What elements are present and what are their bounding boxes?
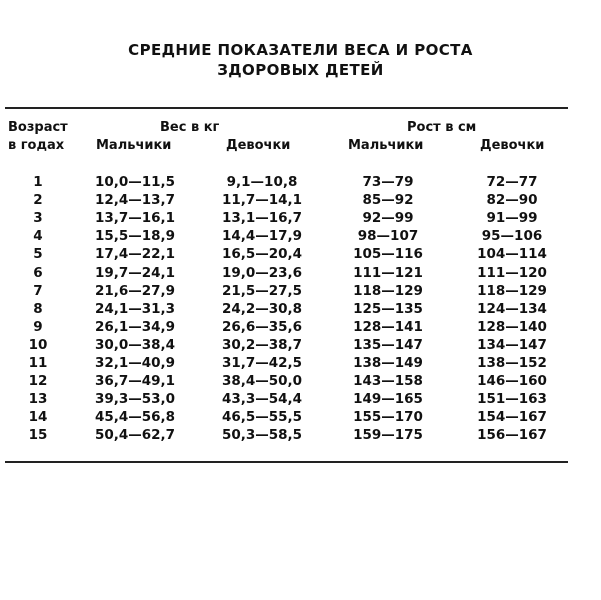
- table-row: [0, 337, 601, 354]
- table-row: [0, 391, 601, 408]
- table-title-line-2: ЗДОРОВЫХ ДЕТЕЙ: [217, 61, 384, 79]
- cell-height-boys: 135—147: [353, 336, 423, 353]
- cell-age: 8: [33, 300, 43, 317]
- cell-height-boys: 128—141: [353, 318, 423, 335]
- cell-age: 2: [33, 192, 43, 209]
- table-row: [0, 246, 601, 263]
- cell-weight-girls: 46,5—55,5: [221, 409, 303, 426]
- cell-weight-boys: 32,1—40,9: [94, 355, 176, 371]
- cell-weight-girls: 38,4—50,0: [221, 373, 303, 390]
- cell-height-girls: 134—147: [477, 336, 547, 353]
- cell-weight-boys: 17,4—22,1: [94, 246, 176, 263]
- cell-weight-boys: 30,0—38,4: [94, 336, 176, 353]
- cell-age: 11: [28, 355, 48, 371]
- cell-age: 7: [33, 282, 43, 299]
- cell-weight-boys: 24,1—31,3: [94, 300, 176, 317]
- cell-weight-girls: 16,5—20,4: [221, 246, 303, 263]
- table-row: [0, 319, 601, 336]
- cell-weight-boys: 13,7—16,1: [94, 210, 176, 227]
- header-weight-girls: Девочки: [226, 138, 291, 153]
- table-row: [0, 409, 601, 426]
- cell-weight-boys: 15,5—18,9: [94, 228, 176, 245]
- cell-age: 14: [28, 409, 48, 426]
- cell-weight-girls: 19,0—23,6: [221, 264, 303, 281]
- cell-height-girls: 151—163: [477, 391, 547, 408]
- header-weight-boys: Мальчики: [96, 138, 172, 153]
- table-row: [0, 192, 601, 209]
- cell-height-boys: 159—175: [353, 427, 423, 444]
- table-row: [0, 283, 601, 300]
- table-row: [0, 355, 601, 372]
- table-rule-bottom: [5, 461, 568, 463]
- cell-weight-girls: 50,3—58,5: [221, 427, 303, 444]
- cell-height-boys: 143—158: [353, 373, 423, 390]
- cell-height-girls: 95—106: [481, 228, 543, 245]
- table-row: [0, 210, 601, 227]
- cell-age: 10: [28, 336, 48, 353]
- cell-weight-boys: 36,7—49,1: [94, 373, 176, 390]
- header-height-girls: Девочки: [480, 138, 545, 153]
- cell-age: 13: [28, 391, 48, 408]
- cell-weight-girls: 21,5—27,5: [221, 282, 303, 299]
- cell-height-girls: 156—167: [477, 427, 547, 444]
- table-title-line-1: СРЕДНИЕ ПОКАЗАТЕЛИ ВЕСА И РОСТА: [128, 41, 473, 59]
- cell-age: 5: [33, 246, 43, 263]
- cell-age: 15: [28, 427, 48, 444]
- cell-age: 3: [33, 210, 43, 227]
- cell-height-boys: 98—107: [357, 228, 419, 245]
- table-row: [0, 228, 601, 245]
- header-weight-group: Вес в кг: [160, 120, 220, 135]
- cell-height-girls: 72—77: [486, 174, 538, 190]
- cell-weight-boys: 39,3—53,0: [94, 391, 176, 408]
- cell-weight-boys: 12,4—13,7: [94, 192, 176, 209]
- table-row: [0, 174, 601, 191]
- cell-weight-boys: 45,4—56,8: [94, 409, 176, 426]
- table-row: [0, 301, 601, 318]
- cell-height-girls: 91—99: [486, 210, 538, 227]
- cell-weight-boys: 21,6—27,9: [94, 282, 176, 299]
- cell-height-girls: 154—167: [477, 409, 547, 426]
- cell-height-boys: 155—170: [353, 409, 423, 426]
- cell-weight-boys: 50,4—62,7: [94, 427, 176, 444]
- table-row: [0, 373, 601, 390]
- cell-weight-boys: 10,0—11,5: [94, 174, 176, 190]
- cell-height-boys: 105—116: [353, 246, 423, 263]
- table-row: [0, 427, 601, 444]
- cell-height-boys: 111—121: [353, 264, 423, 281]
- header-age-line-1: Возраст: [8, 120, 68, 135]
- cell-height-boys: 125—135: [353, 300, 423, 317]
- cell-height-girls: 118—129: [477, 282, 547, 299]
- table-row: [0, 265, 601, 282]
- cell-height-boys: 149—165: [353, 391, 423, 408]
- cell-height-girls: 111—120: [477, 264, 547, 281]
- cell-weight-girls: 24,2—30,8: [221, 300, 303, 317]
- cell-height-boys: 118—129: [353, 282, 423, 299]
- cell-weight-girls: 26,6—35,6: [221, 318, 303, 335]
- cell-age: 9: [33, 318, 43, 335]
- cell-weight-girls: 30,2—38,7: [221, 336, 303, 353]
- cell-height-boys: 85—92: [362, 192, 414, 209]
- cell-weight-girls: 13,1—16,7: [221, 210, 303, 227]
- cell-height-girls: 104—114: [477, 246, 547, 263]
- cell-height-girls: 146—160: [477, 373, 547, 390]
- cell-height-boys: 92—99: [362, 210, 414, 227]
- cell-weight-girls: 14,4—17,9: [221, 228, 303, 245]
- cell-age: 1: [33, 174, 43, 190]
- cell-weight-boys: 26,1—34,9: [94, 318, 176, 335]
- cell-height-girls: 124—134: [477, 300, 547, 317]
- cell-age: 6: [33, 264, 43, 281]
- cell-height-girls: 138—152: [477, 355, 547, 371]
- cell-weight-girls: 31,7—42,5: [221, 355, 303, 371]
- header-rule-top: [5, 107, 568, 109]
- cell-height-girls: 82—90: [486, 192, 538, 209]
- cell-weight-girls: 43,3—54,4: [221, 391, 303, 408]
- cell-weight-girls: 9,1—10,8: [226, 174, 298, 190]
- header-height-boys: Мальчики: [348, 138, 424, 153]
- cell-weight-girls: 11,7—14,1: [221, 192, 303, 209]
- cell-weight-boys: 19,7—24,1: [94, 264, 176, 281]
- cell-height-boys: 138—149: [353, 355, 423, 371]
- header-age-line-2: в годах: [8, 138, 65, 153]
- cell-height-girls: 128—140: [477, 318, 547, 335]
- cell-height-boys: 73—79: [362, 174, 414, 190]
- header-height-group: Рост в см: [407, 120, 477, 135]
- cell-age: 4: [33, 228, 43, 245]
- cell-age: 12: [28, 373, 48, 390]
